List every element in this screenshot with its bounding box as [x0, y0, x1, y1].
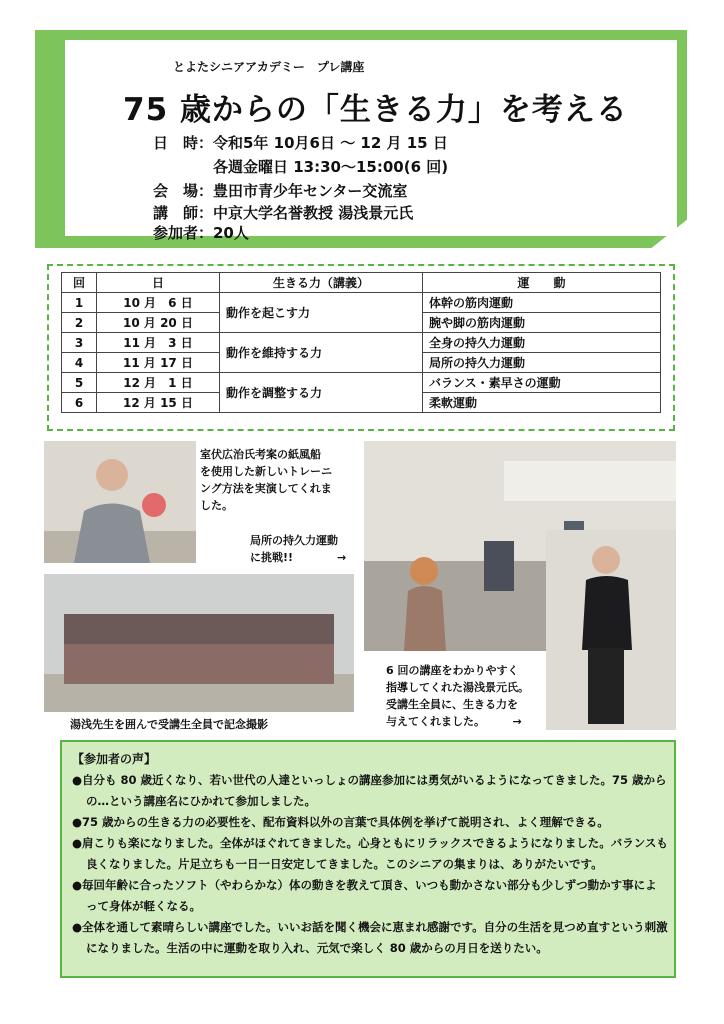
lecturer-value: 中京大学名誉教授 湯浅景元氏 — [213, 204, 414, 222]
row-exercise: バランス・素早さの運動 — [423, 373, 661, 393]
lecturer-caption-line: 6 回の講座をわかりやすく — [386, 664, 519, 677]
date-label: 日 時： — [153, 134, 214, 152]
endurance-caption — [250, 532, 346, 566]
list-item: ● 毎回年齢に合ったソフト（やわらかな）体の動きを教えて頂き、いつも動かさない部分も少しずつ動かす事によって身体が軽くなる。 — [72, 875, 668, 917]
schedule-panel — [47, 264, 675, 431]
lecturer-line — [153, 202, 413, 223]
balloon-photo-figure — [44, 441, 196, 563]
endurance-caption-line: 局所の持久力運動 — [250, 534, 338, 547]
lecturer-photo-figure — [546, 530, 676, 730]
row-no: 3 — [62, 333, 97, 353]
participant-voices-panel — [60, 740, 676, 978]
endurance-caption-line: に挑戦!! → — [250, 551, 347, 564]
list-item: ● 75 歳からの生きる力の必要性を、配布資料以外の言葉で具体例を挙げて説明され、よく理解できる。 — [72, 812, 668, 833]
row-power: 動作を起こす力 — [220, 293, 423, 333]
row-no: 1 — [62, 293, 97, 313]
row-exercise: 体幹の筋肉運動 — [423, 293, 661, 313]
lecturer-caption-line: 受講生全員に、生きる力を — [386, 698, 518, 711]
schedule-table — [61, 272, 661, 413]
col-no: 回 — [62, 273, 97, 293]
date-line — [153, 132, 448, 153]
balloon-caption-line: 室伏広治氏考案の紙風船 — [200, 448, 321, 461]
balloon-caption-line: ング方法を実演してくれま — [200, 482, 332, 495]
lecturer-caption-line: 与えてくれました。 → — [386, 715, 522, 728]
list-item: ● 全体を通して素晴らしい講座でした。いいお話を聞く機会に恵まれ感謝です。自分の生活を見つめ直すという刺激になりました。生活の中に運動を取り入れ、元気で楽しく 80 歳からの月日を送りたい。 — [72, 917, 668, 959]
list-item: ● 肩こりも楽になりました。全体がほぐれてきました。心身ともにリラックスできるようになりました。バランスも良くなりました。片足立ちも一日一日安定してきました。このシニアの集まりは、ありがたいです。 — [72, 833, 668, 875]
balloon-photo — [44, 441, 196, 563]
col-power: 生きる力（講義） — [220, 273, 423, 293]
page-title: 75 歳からの「生きる力」を考える — [123, 92, 628, 128]
row-no: 2 — [62, 313, 97, 333]
voices-list — [72, 770, 668, 959]
table-row — [62, 333, 661, 353]
table-header-row — [62, 273, 661, 293]
header-panel — [35, 30, 687, 248]
row-power: 動作を維持する力 — [220, 333, 423, 373]
participants-label: 参加者： — [153, 224, 214, 242]
voices-heading: 【参加者の声】 — [72, 752, 157, 766]
list-item: ● 自分も 80 歳近くなり、若い世代の人達といっしょの講座参加には勇気がいるようになってきました。75 歳からの…という講座名にひかれて参加しました。 — [72, 770, 668, 812]
date-value: 令和5年 10月6日 ～ 12 月 15 日 — [213, 134, 448, 152]
balloon-caption — [200, 446, 332, 514]
date-line-2: 各週金曜日 13:30～15:00(6 回) — [213, 158, 449, 176]
venue-line — [153, 180, 407, 201]
row-exercise: 全身の持久力運動 — [423, 333, 661, 353]
header-card — [65, 40, 677, 242]
row-date: 12 月 15 日 — [97, 393, 220, 413]
balloon-caption-line: を使用した新しいトレーニ — [200, 465, 332, 478]
group-photo — [44, 574, 354, 712]
col-exercise: 運 動 — [423, 273, 661, 293]
table-row — [62, 293, 661, 313]
group-caption: 湯浅先生を囲んで受講生全員で記念撮影 — [70, 718, 268, 731]
row-no: 4 — [62, 353, 97, 373]
row-exercise: 柔軟運動 — [423, 393, 661, 413]
venue-label: 会 場： — [153, 182, 214, 200]
page-fold — [649, 218, 689, 250]
row-date: 10 月 20 日 — [97, 313, 220, 333]
row-no: 5 — [62, 373, 97, 393]
lecturer-caption — [386, 662, 529, 730]
participants-value: 20人 — [213, 224, 249, 242]
venue-value: 豊田市青少年センター交流室 — [213, 182, 408, 200]
col-date: 日 — [97, 273, 220, 293]
row-date: 12 月 1 日 — [97, 373, 220, 393]
row-date: 10 月 6 日 — [97, 293, 220, 313]
lecturer-photo — [546, 530, 676, 730]
row-no: 6 — [62, 393, 97, 413]
balloon-caption-line: した。 — [200, 499, 233, 512]
participants-line — [153, 222, 249, 243]
row-exercise: 局所の持久力運動 — [423, 353, 661, 373]
lecturer-label: 講 師： — [153, 204, 214, 222]
subtitle: とよたシニアアカデミー プレ講座 — [173, 60, 365, 74]
row-power: 動作を調整する力 — [220, 373, 423, 413]
row-exercise: 腕や脚の筋肉運動 — [423, 313, 661, 333]
lecturer-caption-line: 指導してくれた湯浅景元氏。 — [386, 681, 529, 694]
row-date: 11 月 17 日 — [97, 353, 220, 373]
row-date: 11 月 3 日 — [97, 333, 220, 353]
table-row — [62, 373, 661, 393]
group-photo-figure — [44, 574, 354, 712]
